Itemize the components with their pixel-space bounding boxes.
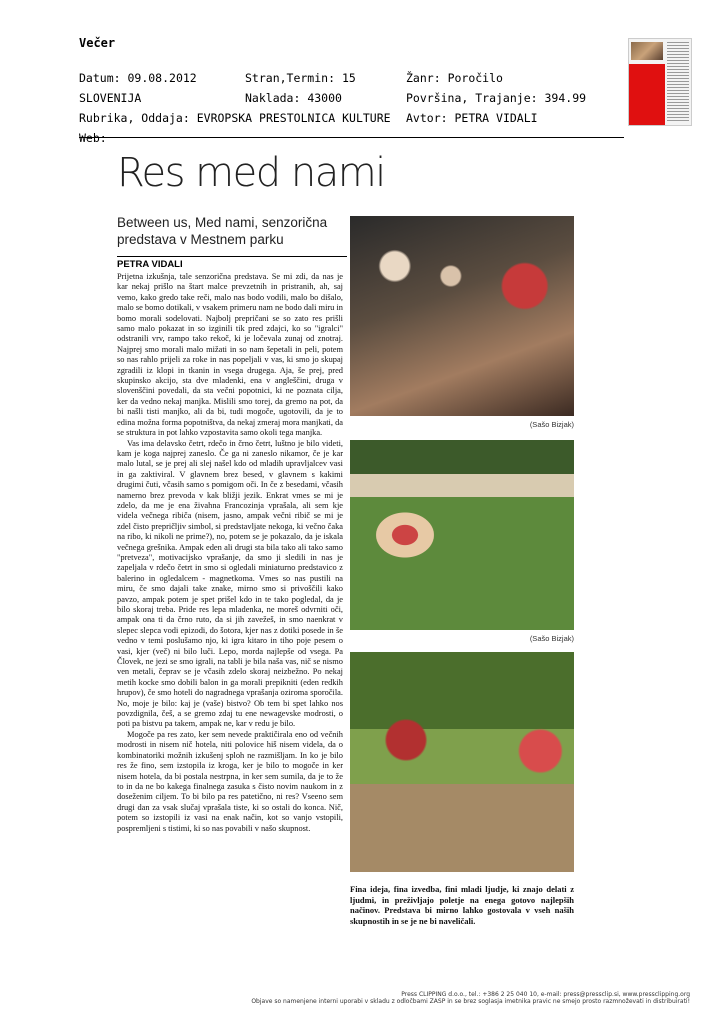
article-paragraph: Prijetna izkušnja, tale senzorična predstava. Se mi zdi, da nas je kar nekaj prišlo na štart malce prevzetnih in pristranih, ah, saj vemo, kako gredo take reči, malo nas bodo vodili, malo bo dišalo, malo se bomo dotikali, v vsakem primeru nam ne bodo dali miru in bomo morali sodelovati. Najbolj prepričani se so zato res prišli samo malo pokazat in so izginili tik pred zdajci, ko so "igralci" odstranili vrv, rampo tako rekoč, ki je ločevala zunaj od znotraj. Najprej smo morali malo mižati in so nam šepetali in peli, potem so nas rahlo prijeli za roke in nas popeljali v vas, ki smo jo skupaj zgradili iz klopi in tkanin in vsega drugega. Aja, še prej, pred skupinsko akcijo, sta dve mladenki, ena v angleščini, druga v slovenščini povedali, da sta večni popotnici, ki ne poznata cilja, ker da vedno nekaj manjka. Mislili smo torej, da gremo na pot, da bi našli tisti manjko, ali da bi, tudi mogoče, ugotovili, da je to edina možna forma popotništva, da nekaj zmeraj mora manjkati, da se struktura in pot lahko vzpostavita samo okoli tega manjka.: [117, 272, 343, 438]
rubrika-value: EVROPSKA PRESTOLNICA KULTURE: [196, 111, 391, 125]
article-subheadline: Between us, Med nami, senzorična predstava v Mestnem parku: [117, 215, 328, 247]
footer-disclaimer: Objave so namenjene interni uporabi v skladu z odločbami ZASP in se brez soglasja imetnika pravic ne smejo prosto razmnoževati in distribuirati!: [251, 998, 690, 1005]
datum-label: Datum:: [79, 71, 121, 85]
naklada-label: Naklada:: [245, 91, 301, 105]
zanr-value: Poročilo: [447, 71, 503, 85]
stran-value: 15: [341, 71, 356, 85]
rubrika-label: Rubrika, Oddaja:: [79, 111, 190, 125]
article-headline: Res med nami: [117, 150, 385, 196]
povrsina-value: 394.99: [544, 91, 587, 105]
avtor-value: PETRA VIDALI: [454, 111, 538, 125]
photo-credit: (Sašo Bizjak): [529, 634, 574, 643]
header-divider: [79, 137, 624, 138]
metadata-row-4: [79, 130, 624, 150]
article-paragraph: Vas ima delavsko četrt, rdečo in črno četrt, luštno je bilo videti, kam je koga najprej zaneslo. Če ga ni zaneslo nikamor, če je kar malo lutal, se je prej ali slej našel kdo od mladih upravljalcev vasi in ga zaktiviral. V glavnem brez besed, v glavnem s kakimi drugimi čuti, včasih samo s pomigom oči. In če z besedami, včasih namerno brez prevoda v kak bližji jezik. Enkrat vmes se mi je zdelo, da me je ena živahna Francozinja vprašala, ali sem kje videla večnega ribiča (nisem, jasno, ampak večni ribič se mi je zdel čisto prepričljiv simbol, si predstavljate nekoga, ki večno čaka na ribo, ki nikoli ne prime?), no, potem se je pokazalo, da je iskala večnega grešnika. Ampak eden ali drugi sta bila tako ali tako samo "pretveza", motivacijsko vprašanje, da smo ji sledili in nas je zapeljala v rdečo četrt in smo si ogledali miniaturno predstavico z balerino in ogledalcem - magnetkoma. Vmes so nas pustili na miru, če smo dajali take znake, mirno smo si privoščili kako pavzo, ampak potem je spet prišel kdo in te tako pogledal, da je bilo skoraj treba. Pride res lepa mladenka, ne moreš odvrniti oči, ampak ona ti da črno ruto, da si jih zavežeš, in smo naenkrat v slepec slepca vodi epizodi, do šotora, kjer nas z dotiki posede in še vedno v temi poslušamo njo, ki igra kitaro in tiho poje pesem o vasi, kjer (več) ni bilo luči. Lepo, morda najlepše od vsega. Pa Človek, ne jezi se smo igrali, na tabli je bila naša vas, nič se nismo ven metali, čeprav se je včasih zdelo skoraj neizbežno. Po nekaj metih kocke smo dobili balon in ga morali prepikniti (eden redkih hrupov), če smo hoteli do nagradnega vprašanja oziroma sporočila. No, moje je bilo: kaj je (vaše) bistvo? Ob tem bi spet lahko nos povzdignila, češ, a se gremo zdaj tu ene newagevske modrosti, o poti pa bistvu pa takem, ampak ne, kar v redu je bilo.: [117, 438, 343, 729]
metadata-block: [79, 70, 624, 150]
article-body: [117, 272, 343, 936]
datum-value: 09.08.2012: [127, 71, 197, 85]
photo-park-performers: [350, 440, 574, 630]
photo-game-table: [350, 652, 574, 872]
metadata-row-2: [79, 90, 624, 110]
thumbnail-photo: [631, 42, 663, 60]
photo-audience: [350, 216, 574, 416]
zanr-label: Žanr:: [406, 71, 441, 85]
country-value: SLOVENIJA: [79, 91, 142, 105]
thumbnail-text-lines: [667, 42, 689, 122]
metadata-row-3: [79, 110, 624, 130]
article-paragraph: Mogoče pa res zato, ker sem nevede praktičirala eno od večnih modrosti in nisem nič hotela, niti polovice hiš nisem videla, da o kombinatoriki možnih izkušenj sploh ne razmišljam. In ko je bilo res že fino, sem izstopila iz kroga, ker je bilo to mogoče in ker nisem hotela, da bi postala nestrpna, in ker sem sumila, da je to že to in da ne bo kakega finalnega zasuka s čisto novim naukom in z doseženim ciljem. To bi bilo pa res patetično, ni res? Vseeno sem drugi dan za vsak slučaj vprašala tiste, ki so ostali do konca. Nič, potem so izstopili iz vasi na enak način, kot so vanjo vstopili, pospremljeni s tistimi, ki so nas povabili v našo skupnost.: [117, 729, 343, 833]
footer-contact: Press CLIPPING d.o.o., tel.: +386 2 25 040 10, e-mail: press@pressclip.si, www.pressclipping.org: [401, 991, 690, 998]
thumbnail-highlight: [629, 64, 665, 125]
web-label: Web:: [79, 131, 107, 145]
avtor-label: Avtor:: [406, 111, 448, 125]
stran-label: Stran,Termin:: [245, 71, 336, 85]
povrsina-label: Površina, Trajanje:: [406, 91, 538, 105]
photo-credit: (Sašo Bizjak): [529, 420, 574, 429]
metadata-row-1: [79, 70, 624, 90]
publication-name: Večer: [79, 36, 116, 50]
photo-caption: Fina ideja, fina izvedba, fini mladi ljudje, ki znajo delati z ljudmi, in preživljajo poletje na enega gotovo najlepših načinov. Predstava bi mirno lahko gostovala v vseh naših skupnostih in se je ne bi naveličali.: [350, 884, 574, 926]
article-author: PETRA VIDALI: [117, 256, 347, 270]
naklada-value: 43000: [307, 91, 342, 105]
page-thumbnail[interactable]: [628, 38, 692, 126]
